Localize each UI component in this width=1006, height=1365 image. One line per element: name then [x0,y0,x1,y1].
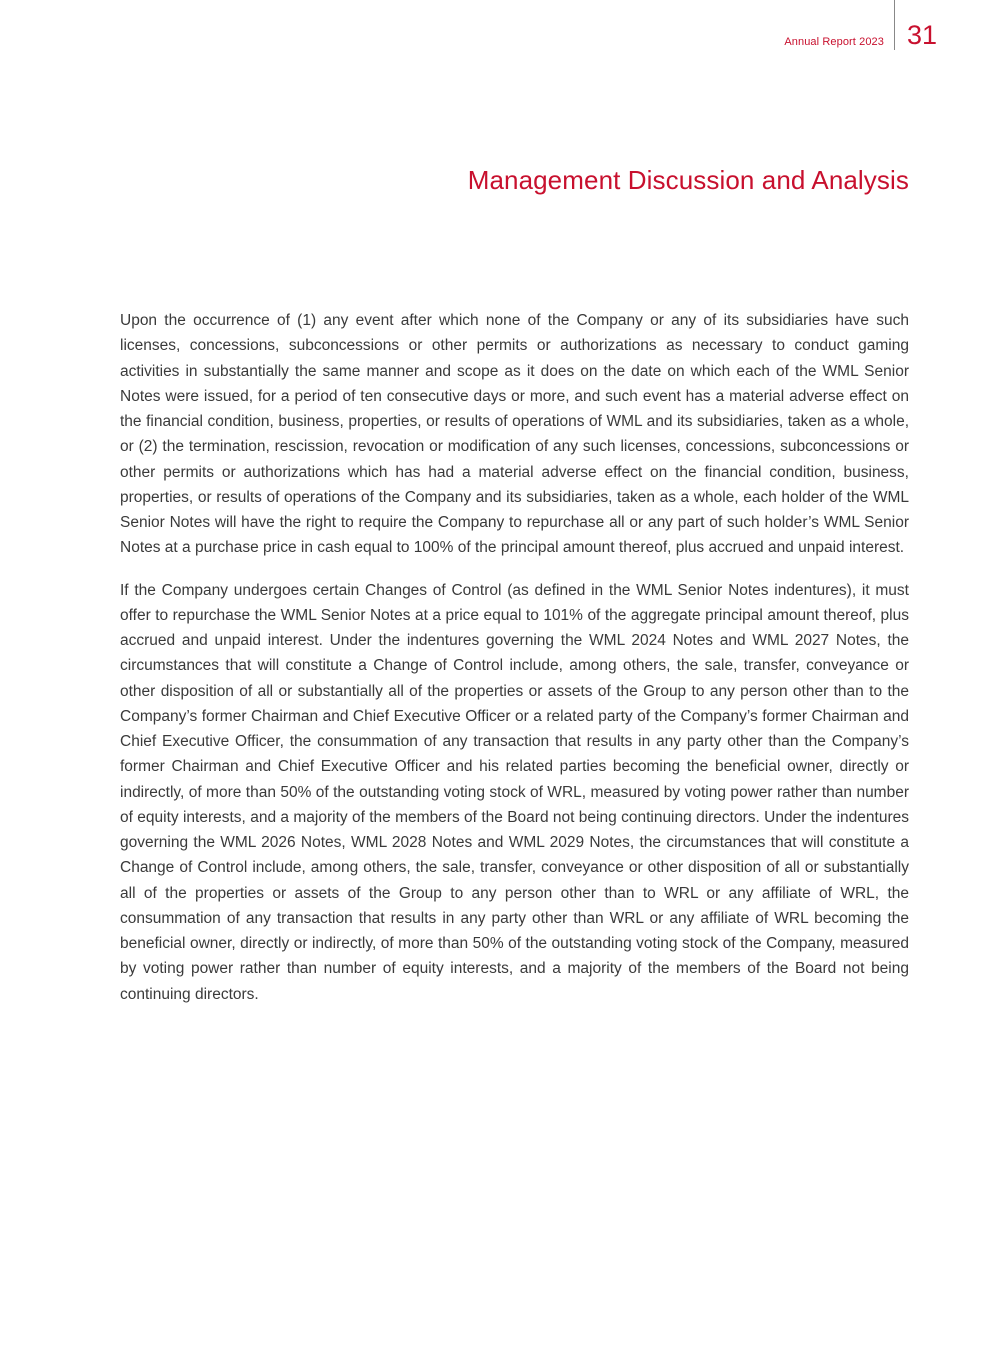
paragraph-repurchase-right: Upon the occurrence of (1) any event after which none of the Company or any of its subsidiaries have such licenses, concessions, subconcessions or other permits or authorizations as necessary to conduct gaming activities in substantially the same manner and scope as it does on the date on which each of the WML Senior Notes were issued, for a period of ten consecutive days or more, and such event has a material adverse effect on the financial condition, business, properties, or results of operations of WML and its subsidiaries, taken as a whole, or (2) the termination, rescission, revocation or modification of any such licenses, concessions, subconcessions or other permits or authorizations which has had a material adverse effect on the financial condition, business, properties, or results of operations of the Company and its subsidiaries, taken as a whole, each holder of the WML Senior Notes will have the right to require the Company to repurchase all or any part of such holder’s WML Senior Notes at a purchase price in cash equal to 100% of the principal amount thereof, plus accrued and unpaid interest. [120,312,909,557]
paragraph-change-of-control: If the Company undergoes certain Changes of Control (as defined in the WML Senior Notes indentures), it must offer to repurchase the WML Senior Notes at a price equal to 101% of the aggregate principal amount thereof, plus accrued and unpaid interest. Under the indentures governing the WML 2024 Notes and WML 2027 Notes, the circumstances that will constitute a Change of Control include, among others, the sale, transfer, conveyance or other disposition of all or substantially all of the properties or assets of the Group to any person other than to the Company’s former Chairman and Chief Executive Officer or a related party of the Company’s former Chairman and Chief Executive Officer, the consummation of any transaction that results in any party other than the Company’s former Chairman and Chief Executive Officer and his related parties becoming the beneficial owner, directly or indirectly, of more than 50% of the outstanding voting stock of WRL, measured by voting power rather than number of equity interests, and a majority of the members of the Board not being continuing directors. Under the indentures governing the WML 2026 Notes, WML 2028 Notes and WML 2029 Notes, the circumstances that will constitute a Change of Control include, among others, the sale, transfer, conveyance or other disposition of all or substantially all of the properties or assets of the Group to any person other than to WRL or any affiliate of WRL, the consummation of any transaction that results in any party other than WRL or any affiliate of WRL becoming the beneficial owner, directly or indirectly, of more than 50% of the outstanding voting stock of the Company, measured by voting power rather than number of equity interests, and a majority of the members of the Board not being continuing directors. [120,581,909,1003]
page-number: 31 [907,20,938,50]
header-divider [894,0,895,50]
section-title: Management Discussion and Analysis [467,165,909,195]
body-text [120,308,909,1024]
report-label: Annual Report 2023 [784,36,884,48]
running-header [0,0,1006,60]
